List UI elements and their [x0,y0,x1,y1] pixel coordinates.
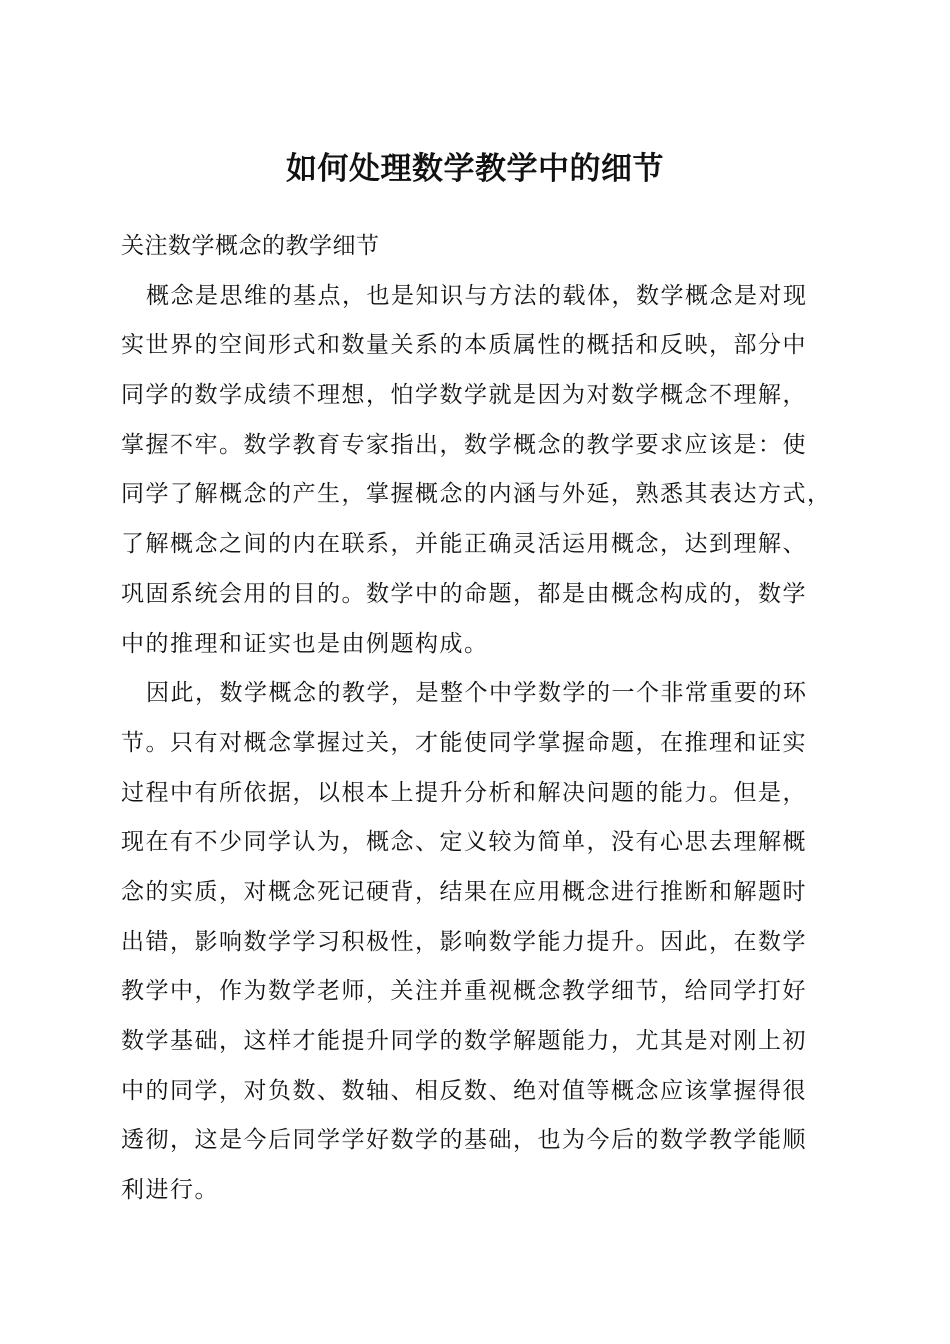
paragraph-2-line-8: 数学基础，这样才能提升同学的数学解题能力，尤其是对刚上初 [121,1028,807,1054]
paragraph-2-line-11: 利进行。 [121,1177,219,1204]
paragraph-2-line-6: 出错，影响数学学习积极性，影响数学能力提升。因此，在数学 [121,928,807,955]
paragraph-2-line-9: 中的同学，对负数、数轴、相反数、绝对值等概念应该掌握得很 [121,1077,807,1104]
paragraph-2-line-5: 念的实质，对概念死记硬背，结果在应用概念进行推断和解题时 [121,878,807,905]
paragraph-2-line-10: 透彻，这是今后同学学好数学的基础，也为今后的数学教学能顺 [121,1127,807,1154]
section-heading: 关注数学概念的教学细节 [121,233,380,259]
paragraph-1-line-1: 概念是思维的基点，也是知识与方法的载体，数学概念是对现 [146,282,808,309]
paragraph-1-line-5: 同学了解概念的产生，掌握概念的内涵与外延，熟悉其表达方式， [121,481,832,508]
paragraph-1-line-4: 掌握不牢。数学教育专家指出，数学概念的教学要求应该是：使 [121,431,807,458]
paragraph-1-line-7: 巩固系统会用的目的。数学中的命题，都是由概念构成的，数学 [121,580,807,607]
paragraph-2-line-4: 现在有不少同学认为，概念、定义较为简单，没有心思去理解概 [121,829,807,856]
paragraph-1-line-2: 实世界的空间形式和数量关系的本质属性的概括和反映，部分中 [121,332,807,359]
paragraph-2-line-1: 因此，数学概念的教学，是整个中学数学的一个非常重要的环 [146,680,808,707]
paragraph-2-line-3: 过程中有所依据，以根本上提升分析和解决问题的能力。但是， [121,779,807,806]
paragraph-2-line-7: 教学中，作为数学老师，关注并重视概念教学细节，给同学打好 [121,978,807,1005]
paragraph-1-line-8: 中的推理和证实也是由例题构成。 [121,630,489,657]
paragraph-1-line-3: 同学的数学成绩不理想，怕学数学就是因为对数学概念不理解， [121,382,807,409]
paragraph-1-line-6: 了解概念之间的内在联系，并能正确灵活运用概念，达到理解、 [121,531,807,558]
document-body [121,222,836,1216]
document-title: 如何处理数学教学中的细节 [286,151,664,187]
paragraph-2-line-2: 节。只有对概念掌握过关，才能使同学掌握命题，在推理和证实 [121,729,807,756]
